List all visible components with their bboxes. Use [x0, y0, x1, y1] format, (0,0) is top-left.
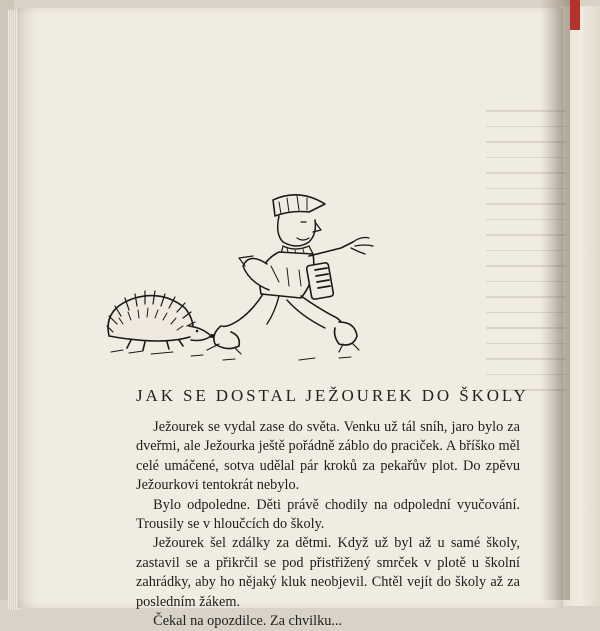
paragraph: Bylo odpoledne. Děti právě chodily na odpolední vyučování. Trousily se v hloučcích do školy.	[136, 496, 520, 533]
boy-walking-icon	[207, 195, 373, 354]
book-gutter-shadow	[540, 0, 570, 600]
chapter-title: JAK SE DOSTAL JEŽOUREK DO ŠKOLY	[136, 386, 529, 405]
chapter-illustration	[103, 186, 393, 376]
paragraph: Ježourek se vydal zase do světa. Venku už tál sníh, jaro bylo za dveřmi, ale Ježourka ještě pořádně záblo do praciček. A bříško měl celé umáčené, sotva udělal pár kroků za pekařův plot. Do zpěvu Ježourkovi tentokrát nebylo.	[136, 419, 520, 494]
chapter-body	[136, 418, 520, 631]
book-cover-edge	[570, 0, 580, 30]
hedgehog-icon	[107, 291, 214, 350]
book-page	[18, 8, 563, 630]
paragraph: Čekal na opozdilce. Za chvilku...	[153, 613, 343, 630]
ground-strokes-icon	[111, 350, 351, 360]
paragraph: Ježourek šel zdálky za dětmi. Když už byl až u samé školy, zastavil se a přikrčil se pod přistřižený smrček v plotě u školní zahrádky, aby ho nějaký kluk neobjevil. Chtěl vejít do školy až za posledním žákem.	[136, 535, 520, 610]
